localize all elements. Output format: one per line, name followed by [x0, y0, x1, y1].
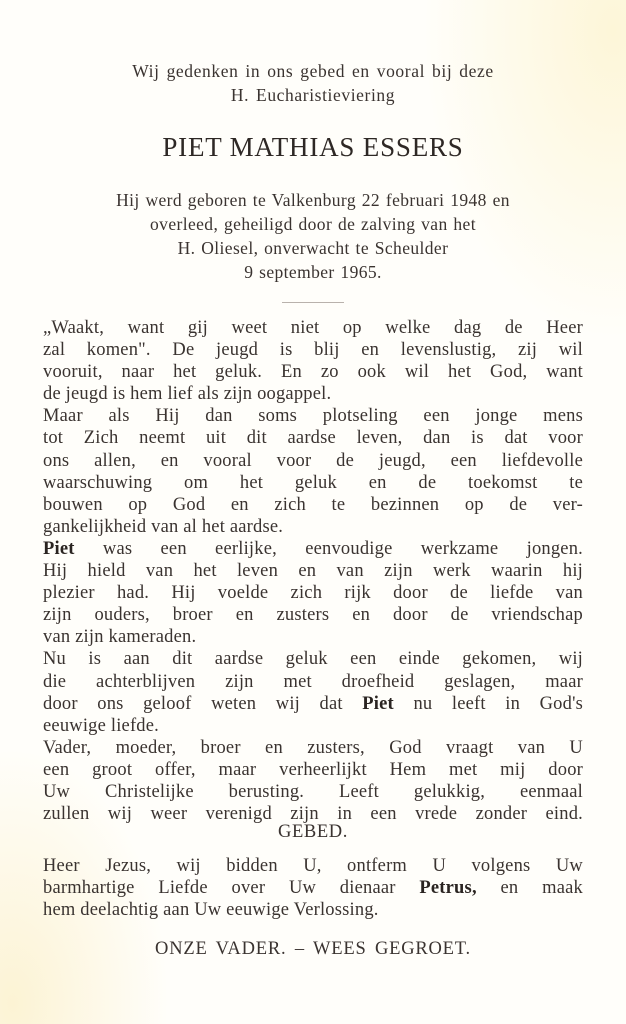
text-line: bouwen op God en zich te bezinnen op de ver-	[43, 494, 583, 515]
death-line-2: H. Oliesel, onverwacht te Scheulder	[177, 238, 449, 258]
life-details	[0, 188, 626, 284]
name-highlight: Piet	[362, 693, 394, 714]
text-line: Vader, moeder, broer en zusters, God vraagt van U	[43, 737, 583, 758]
text-line	[43, 538, 583, 560]
name-highlight: Piet	[43, 538, 75, 559]
text-line: vooruit, naar het geluk. En zo ook wil het God, want	[43, 362, 583, 383]
text-line: een groot offer, maar verheerlijkt Hem met mij door	[43, 759, 583, 780]
text-line: Maar als Hij dan soms plotseling een jonge mens	[43, 406, 583, 427]
text-line: waarschuwing om het geluk en de toekomst te	[43, 472, 583, 493]
text-line	[43, 693, 583, 715]
text-fragment: was een eerlijke, eenvoudige werkzame jongen.	[74, 538, 583, 559]
dedication-header	[0, 59, 626, 107]
prayer-line: Heer Jezus, wij bidden U, ontferm U volgens Uw	[43, 856, 583, 876]
text-line: Hij hield van het leven en van zijn werk waarin hij	[43, 561, 583, 582]
dedication-line-1: Wij gedenken in ons gebed en vooral bij deze	[132, 61, 494, 81]
dedication-line-2: H. Eucharistieviering	[230, 85, 396, 105]
text-line: tot Zich neemt uit dit aardse leven, dan is dat voor	[43, 428, 583, 449]
text-fragment: barmhartige Liefde over Uw dienaar	[43, 878, 420, 899]
prayer-line	[43, 877, 583, 899]
closing-prayers: ONZE VADER. – WEES GEGROET.	[155, 939, 471, 959]
name-highlight: Petrus,	[419, 878, 477, 899]
text-line: die achterblijven zijn met droefheid geslagen, maar	[43, 671, 583, 692]
text-line: „Waakt, want gij weet niet op welke dag de Heer	[43, 318, 583, 338]
text-line: van zijn kameraden.	[43, 627, 197, 648]
text-line: eeuwige liefde.	[43, 715, 159, 736]
text-line: zal komen". De jeugd is blij en levenslustig, zij wil	[43, 340, 583, 361]
text-fragment: door ons geloof weten wij dat	[43, 693, 363, 714]
prayer-text	[43, 855, 583, 921]
text-line: plezier had. Hij voelde zich rijk door de liefde van	[43, 583, 583, 604]
text-fragment: nu leeft in God's	[393, 693, 583, 714]
death-date: 9 september 1965.	[244, 262, 382, 282]
text-line: zullen wij weer verenigd zijn in een vrede zonder eind.	[43, 804, 583, 825]
divider	[282, 302, 344, 303]
birth-line: Hij werd geboren te Valkenburg 22 februari 1948 en	[116, 190, 510, 210]
text-line: de jeugd is hem lief als zijn oogappel.	[43, 384, 332, 405]
text-line: Nu is aan dit aardse geluk een einde gekomen, wij	[43, 649, 583, 670]
text-line: Uw Christelijke berusting. Leeft gelukkig, eenmaal	[43, 781, 583, 802]
prayer-title: GEBED.	[278, 822, 348, 842]
deceased-name: PIET MATHIAS ESSERS	[162, 132, 464, 162]
text-fragment: en maak	[476, 878, 583, 899]
death-line-1: overleed, geheiligd door de zalving van het	[150, 214, 476, 234]
text-line: gankelijkheid van al het aardse.	[43, 516, 284, 537]
text-line: ons allen, en vooral voor de jeugd, een liefdevolle	[43, 450, 583, 471]
prayer-line: hem deelachtig aan Uw eeuwige Verlossing.	[43, 900, 379, 921]
memorial-text	[43, 317, 583, 825]
text-line: zijn ouders, broer en zusters en door de vriendschap	[43, 605, 583, 626]
